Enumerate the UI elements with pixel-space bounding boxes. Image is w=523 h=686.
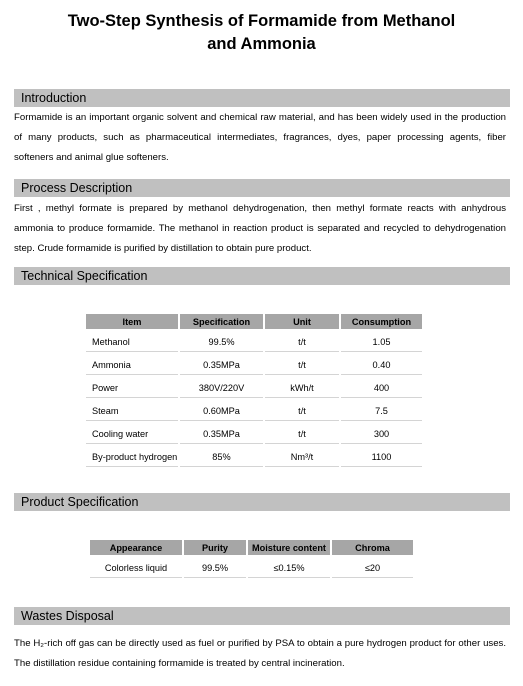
table-row <box>86 356 422 375</box>
table-row <box>86 379 422 398</box>
table-cell: 99.5% <box>184 559 246 578</box>
column-header-unit: Unit <box>265 314 339 329</box>
introduction-text: Formamide is an important organic solvent and chemical raw material, and has been widely used in the production of many products, such as pharmaceutical intermediates, fragrances, dyes, paper processing agents, fiber softeners and animal glue softeners. <box>14 112 506 163</box>
table-cell: t/t <box>265 356 339 375</box>
table-cell: ≤0.15% <box>248 559 330 578</box>
table-row <box>90 559 413 578</box>
column-header-chroma: Chroma <box>332 540 413 555</box>
column-header-item: Item <box>86 314 178 329</box>
wastes-text: The H₂-rich off gas can be directly used as fuel or purified by PSA to obtain a pure hydrogen product for other uses. The distillation residue containing formamide is treated by central incineration. <box>14 638 506 669</box>
table-cell: By-product hydrogen <box>86 448 178 467</box>
table-cell: 380V/220V <box>180 379 263 398</box>
column-header-purity: Purity <box>184 540 246 555</box>
title-line-1: Two-Step Synthesis of Formamide from Methanol <box>67 12 456 30</box>
table-cell: Colorless liquid <box>90 559 182 578</box>
table-row <box>86 333 422 352</box>
table-cell: 0.35MPa <box>180 425 263 444</box>
table-cell: Cooling water <box>86 425 178 444</box>
column-header-consumption: Consumption <box>341 314 422 329</box>
process-text: First , methyl formate is prepared by methanol dehydrogenation, then methyl formate reacts with anhydrous ammonia to produce formamide. The methanol in reaction product is separated and recycled to dehydrogenation step. Crude formamide is purified by distillation to obtain pure product. <box>14 203 506 254</box>
table-cell: 7.5 <box>341 402 422 421</box>
column-header-specification: Specification <box>180 314 263 329</box>
table-cell: t/t <box>265 425 339 444</box>
table-cell: 99.5% <box>180 333 263 352</box>
table-cell: Steam <box>86 402 178 421</box>
title-line-2: and Ammonia <box>207 35 316 53</box>
table-cell: Nm³/t <box>265 448 339 467</box>
table-cell: 85% <box>180 448 263 467</box>
table-cell: Power <box>86 379 178 398</box>
table-cell: t/t <box>265 402 339 421</box>
table-cell: t/t <box>265 333 339 352</box>
product-spec-table <box>88 536 415 582</box>
table-cell: 1.05 <box>341 333 422 352</box>
technical-spec-table <box>84 310 424 471</box>
process-heading: Process Description <box>14 179 510 197</box>
introduction-heading: Introduction <box>14 89 510 107</box>
column-header-moisture-content: Moisture content <box>248 540 330 555</box>
product-heading: Product Specification <box>14 493 510 511</box>
table-row <box>86 402 422 421</box>
technical-spec-header-row <box>86 314 422 329</box>
wastes-heading: Wastes Disposal <box>14 607 510 625</box>
product-spec-header-row <box>90 540 413 555</box>
technical-heading: Technical Specification <box>14 267 510 285</box>
table-cell: kWh/t <box>265 379 339 398</box>
table-cell: 0.60MPa <box>180 402 263 421</box>
table-cell: 0.40 <box>341 356 422 375</box>
table-cell: ≤20 <box>332 559 413 578</box>
table-cell: 1100 <box>341 448 422 467</box>
column-header-appearance: Appearance <box>90 540 182 555</box>
table-cell: 300 <box>341 425 422 444</box>
table-cell: Ammonia <box>86 356 178 375</box>
table-row <box>86 425 422 444</box>
table-row <box>86 448 422 467</box>
page-title <box>0 10 523 56</box>
table-cell: 400 <box>341 379 422 398</box>
table-cell: Methanol <box>86 333 178 352</box>
table-cell: 0.35MPa <box>180 356 263 375</box>
